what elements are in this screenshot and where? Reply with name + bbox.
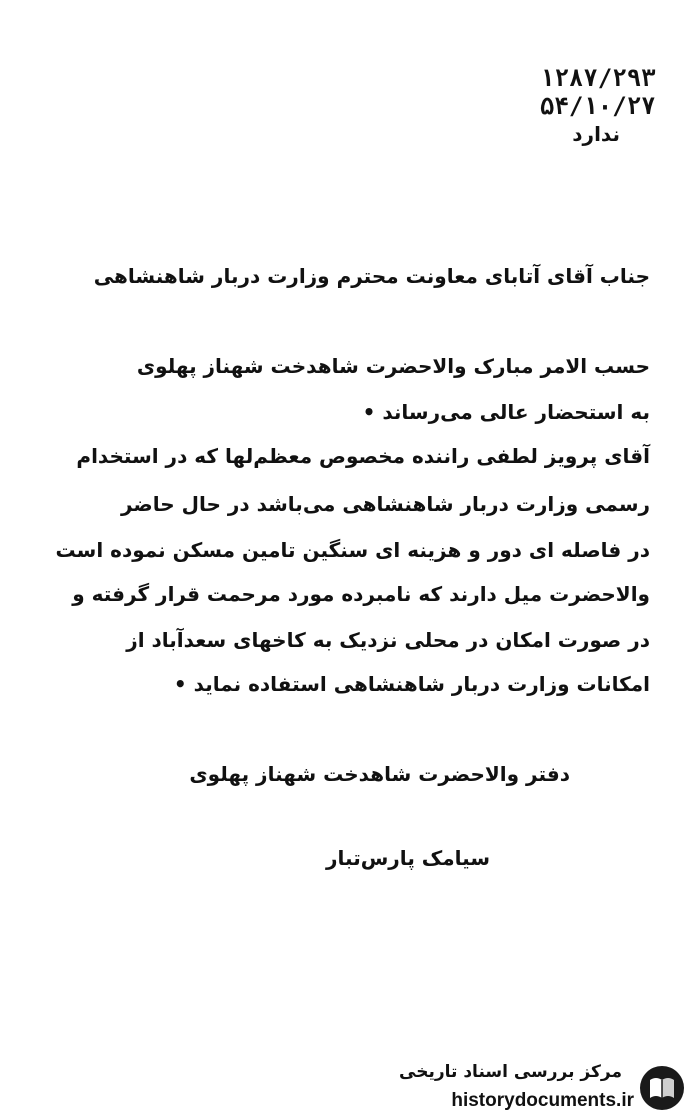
letter-date: ۵۴/۱۰/۲۷ [540, 92, 656, 120]
archive-url: historydocuments.ir [451, 1090, 634, 1111]
signature-name: سیامک پارس‌تبار [326, 846, 490, 870]
watermark-footer [399, 1052, 700, 1120]
body-line: به استحضار عالی می‌رساند • [362, 400, 650, 424]
letter-number: ۱۲۸۷/۲۹۳ [540, 64, 656, 92]
body-line: رسمی وزارت دربار شاهنشاهی می‌باشد در حال حاضر [120, 492, 650, 516]
body-line: امکانات وزارت دربار شاهنشاهی استفاده نماید • [173, 672, 650, 696]
body-line: در صورت امکان در محلی نزدیک به کاخهای سعدآباد از [126, 628, 650, 652]
office-name: دفتر والاحضرت شاهدخت شهناز پهلوی [189, 762, 570, 786]
attachment-note: ندارد [572, 122, 620, 146]
body-line: آقای پرویز لطفی راننده مخصوص معظم‌لها که در استخدام [76, 444, 650, 468]
body-line: حسب الامر مبارک والاحضرت شاهدخت شهناز پهلوی [136, 354, 650, 378]
body-line: والاحضرت میل دارند که نامبرده مورد مرحمت قرار گرفته و [72, 582, 650, 606]
archive-title: مرکز بررسی اسناد تاریخی [399, 1062, 622, 1082]
salutation: جناب آقای آتابای معاونت محترم وزارت دربار شاهنشاهی [93, 264, 650, 288]
archive-logo-icon [638, 1064, 686, 1112]
body-line: در فاصله ای دور و هزینه ای سنگین تامین مسکن نموده است [55, 538, 650, 562]
